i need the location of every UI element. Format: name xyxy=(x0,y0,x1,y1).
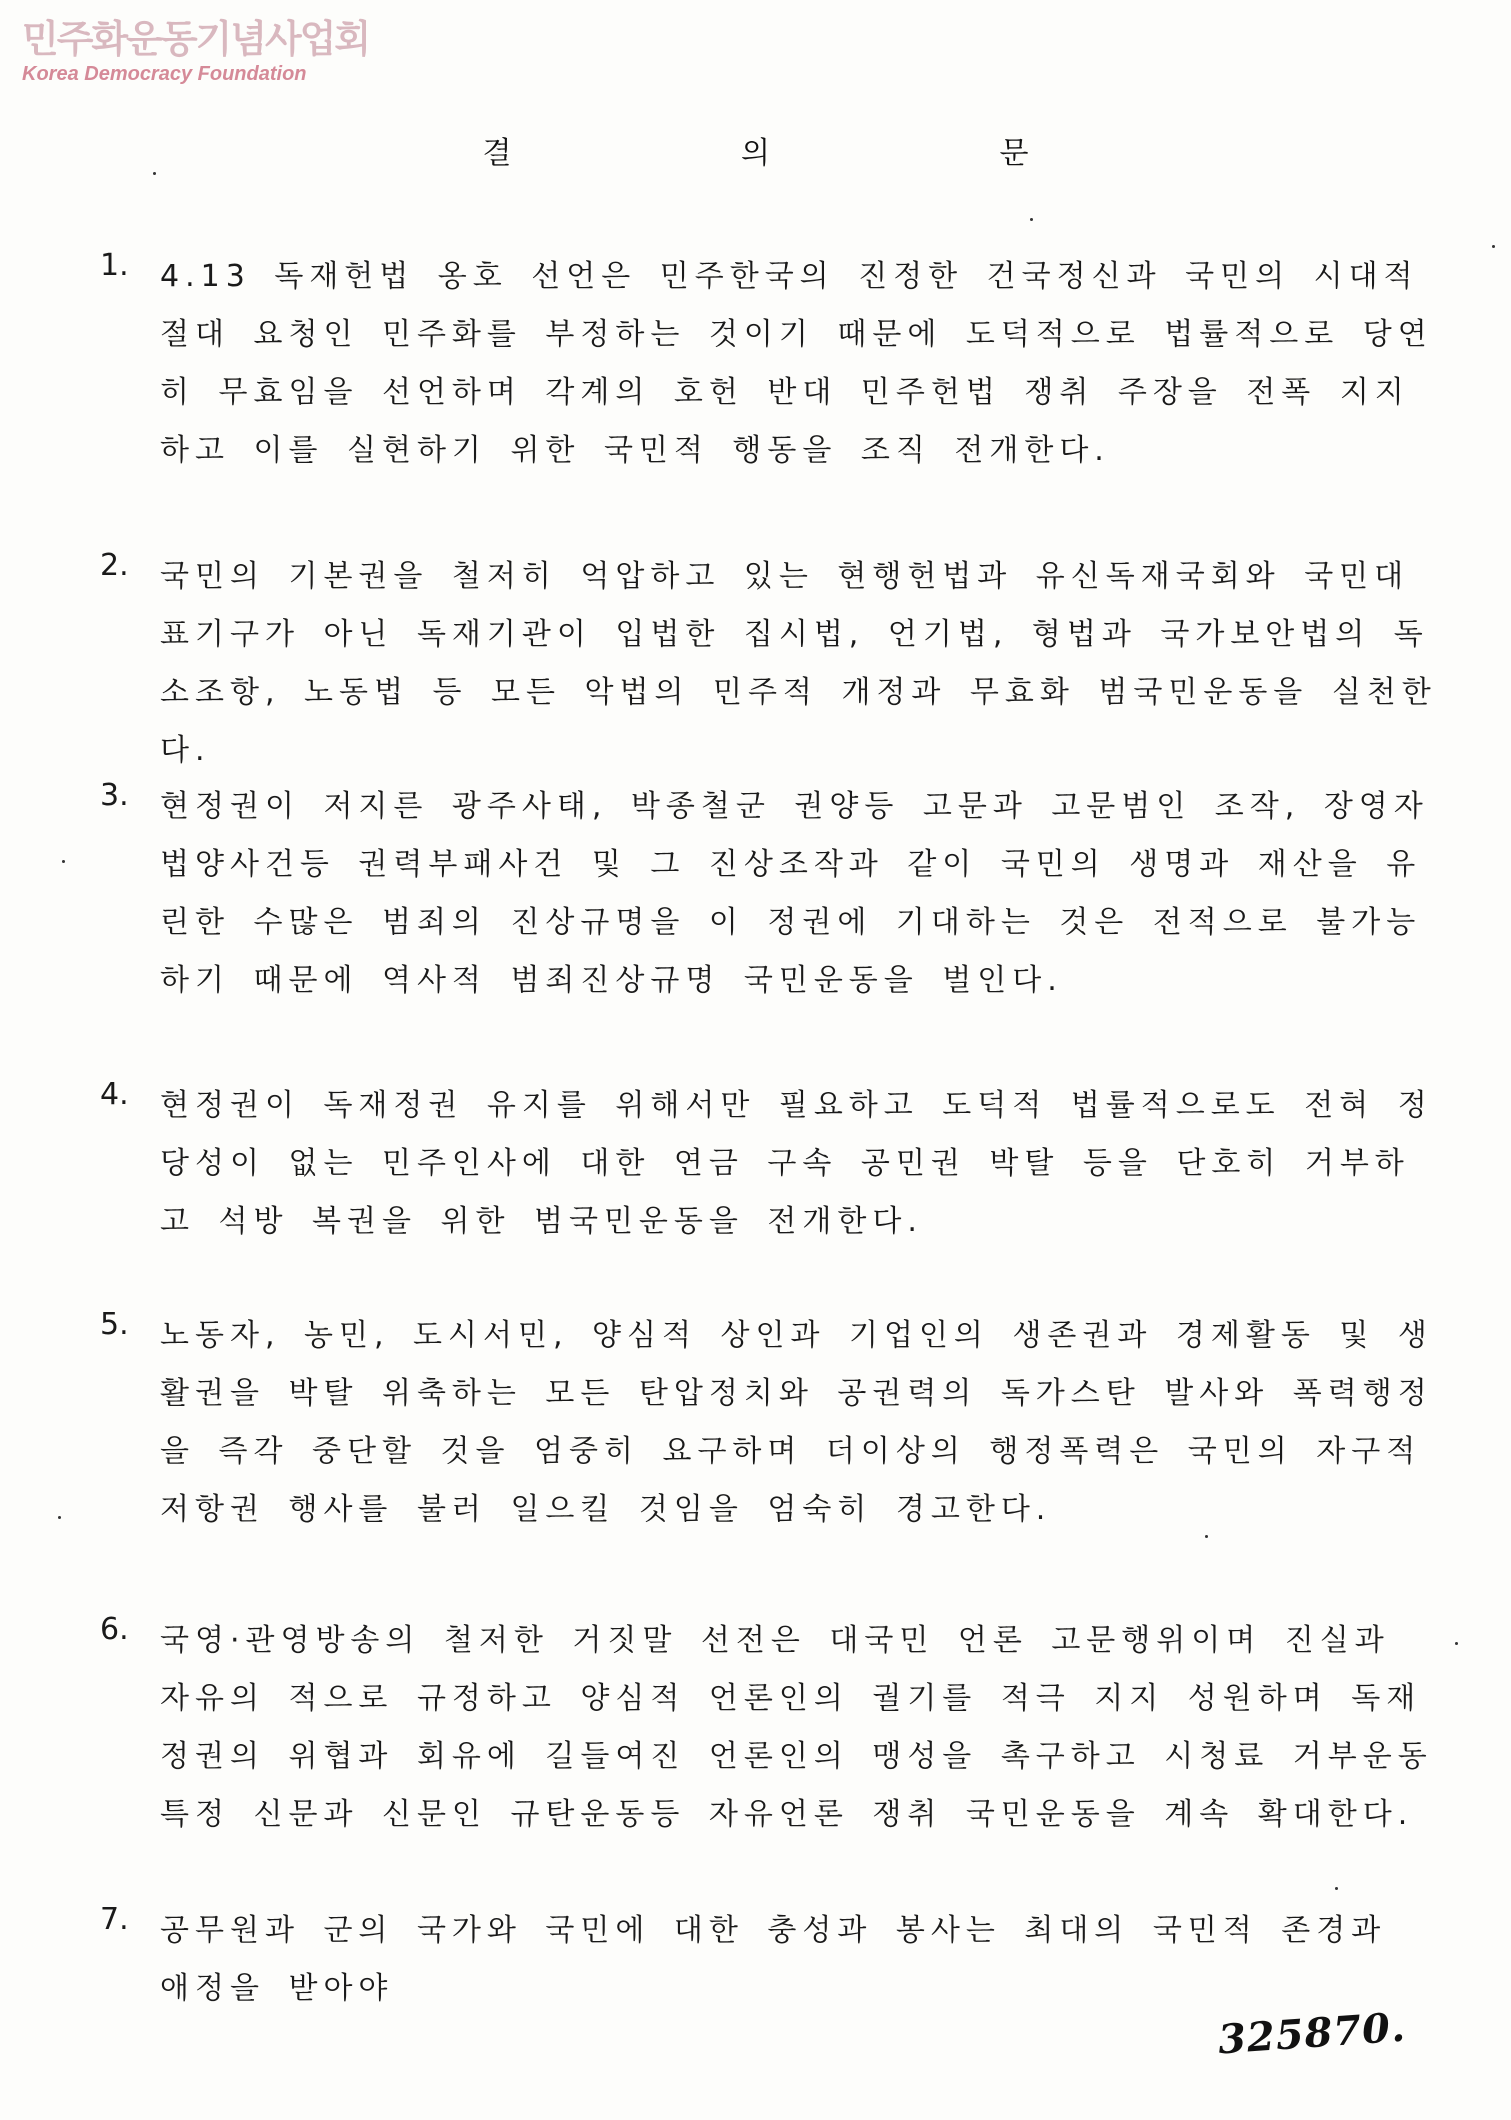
item-text: 현정권이 독재정권 유지를 위해서만 필요하고 도덕적 법률적으로도 전혀 정당성이 없는 민주인사에 대한 연금 구속 공민권 박탈 등을 단호히 거부하고 석방 복권을 위한 범국민운동을 전개한다. xyxy=(160,1088,1433,1239)
item-text: 국영·관영방송의 철저한 거짓말 선전은 대국민 언론 고문행위이며 진실과 자유의 적으로 규정하고 양심적 언론인의 궐기를 적극 지지 성원하며 독재정권의 위협과 회유에 길들여진 언론인의 맹성을 촉구하고 시청료 거부운동 특정 신문과 신문인 규탄운동등 자유언론 쟁취 국민운동을 계속 확대한다. xyxy=(160,1623,1433,1832)
item-number: 4. xyxy=(100,1077,129,1112)
item-number: 3. xyxy=(100,778,129,813)
item-text: 현정권이 저지른 광주사태, 박종철군 권양등 고문과 고문범인 조작, 장영자 법양사건등 권력부패사건 및 그 진상조작과 같이 국민의 생명과 재산을 유린한 수많은 범죄의 진상규명을 이 정권에 기대하는 것은 전적으로 불가능 하기 때문에 역사적 범죄진상규명 국민운동을 벌인다. xyxy=(160,789,1429,998)
item-text: 노동자, 농민, 도시서민, 양심적 상인과 기업인의 생존권과 경제활동 및 생활권을 박탈 위축하는 모든 탄압정치와 공권력의 독가스탄 발사와 폭력행정을 즉각 중단할 것을 엄중히 요구하며 더이상의 행정폭력은 국민의 자구적 저항권 행사를 불러 일으킬 것임을 엄숙히 경고한다. xyxy=(160,1318,1433,1527)
item-text: 공무원과 군의 국가와 국민에 대한 충성과 봉사는 최대의 국민적 존경과 애정을 받아야 xyxy=(160,1913,1387,2006)
scan-speck xyxy=(1335,1887,1338,1890)
document-title: 결 의 문 xyxy=(482,136,1139,171)
scan-speck xyxy=(58,1516,61,1519)
item-text: 4.13 독재헌법 옹호 선언은 민주한국의 진정한 건국정신과 국민의 시대적 절대 요청인 민주화를 부정하는 것이기 때문에 도덕적으로 법률적으로 당연히 무효임을 선언하며 각계의 호헌 반대 민주헌법 쟁취 주장을 전폭 지지하고 이를 실현하기 위한 국민적 행동을 조직 전개한다. xyxy=(160,259,1433,468)
scan-speck xyxy=(1030,218,1033,221)
scan-speck xyxy=(153,172,156,175)
item-text: 국민의 기본권을 철저히 억압하고 있는 현행헌법과 유신독재국회와 국민대표기구가 아닌 독재기관이 입법한 집시법, 언기법, 형법과 국가보안법의 독소조항, 노동법 등 모든 악법의 민주적 개정과 무효화 범국민운동을 실천한다. xyxy=(160,559,1437,768)
scan-speck xyxy=(1455,1642,1458,1645)
scan-speck xyxy=(1205,1535,1208,1538)
item-number: 6. xyxy=(100,1612,129,1647)
watermark-korean: 민주화운동기념사업회 xyxy=(22,17,370,61)
watermark-logo xyxy=(22,18,369,86)
watermark-english: Korea Democracy Foundation xyxy=(22,63,307,85)
item-number: 2. xyxy=(100,548,129,583)
item-number: 7. xyxy=(100,1902,129,1937)
scan-speck xyxy=(1492,245,1495,248)
item-number: 1. xyxy=(100,248,129,283)
handwritten-document-number: 325870. xyxy=(1216,2003,1408,2064)
scan-speck xyxy=(62,860,65,863)
item-number: 5. xyxy=(100,1307,129,1342)
